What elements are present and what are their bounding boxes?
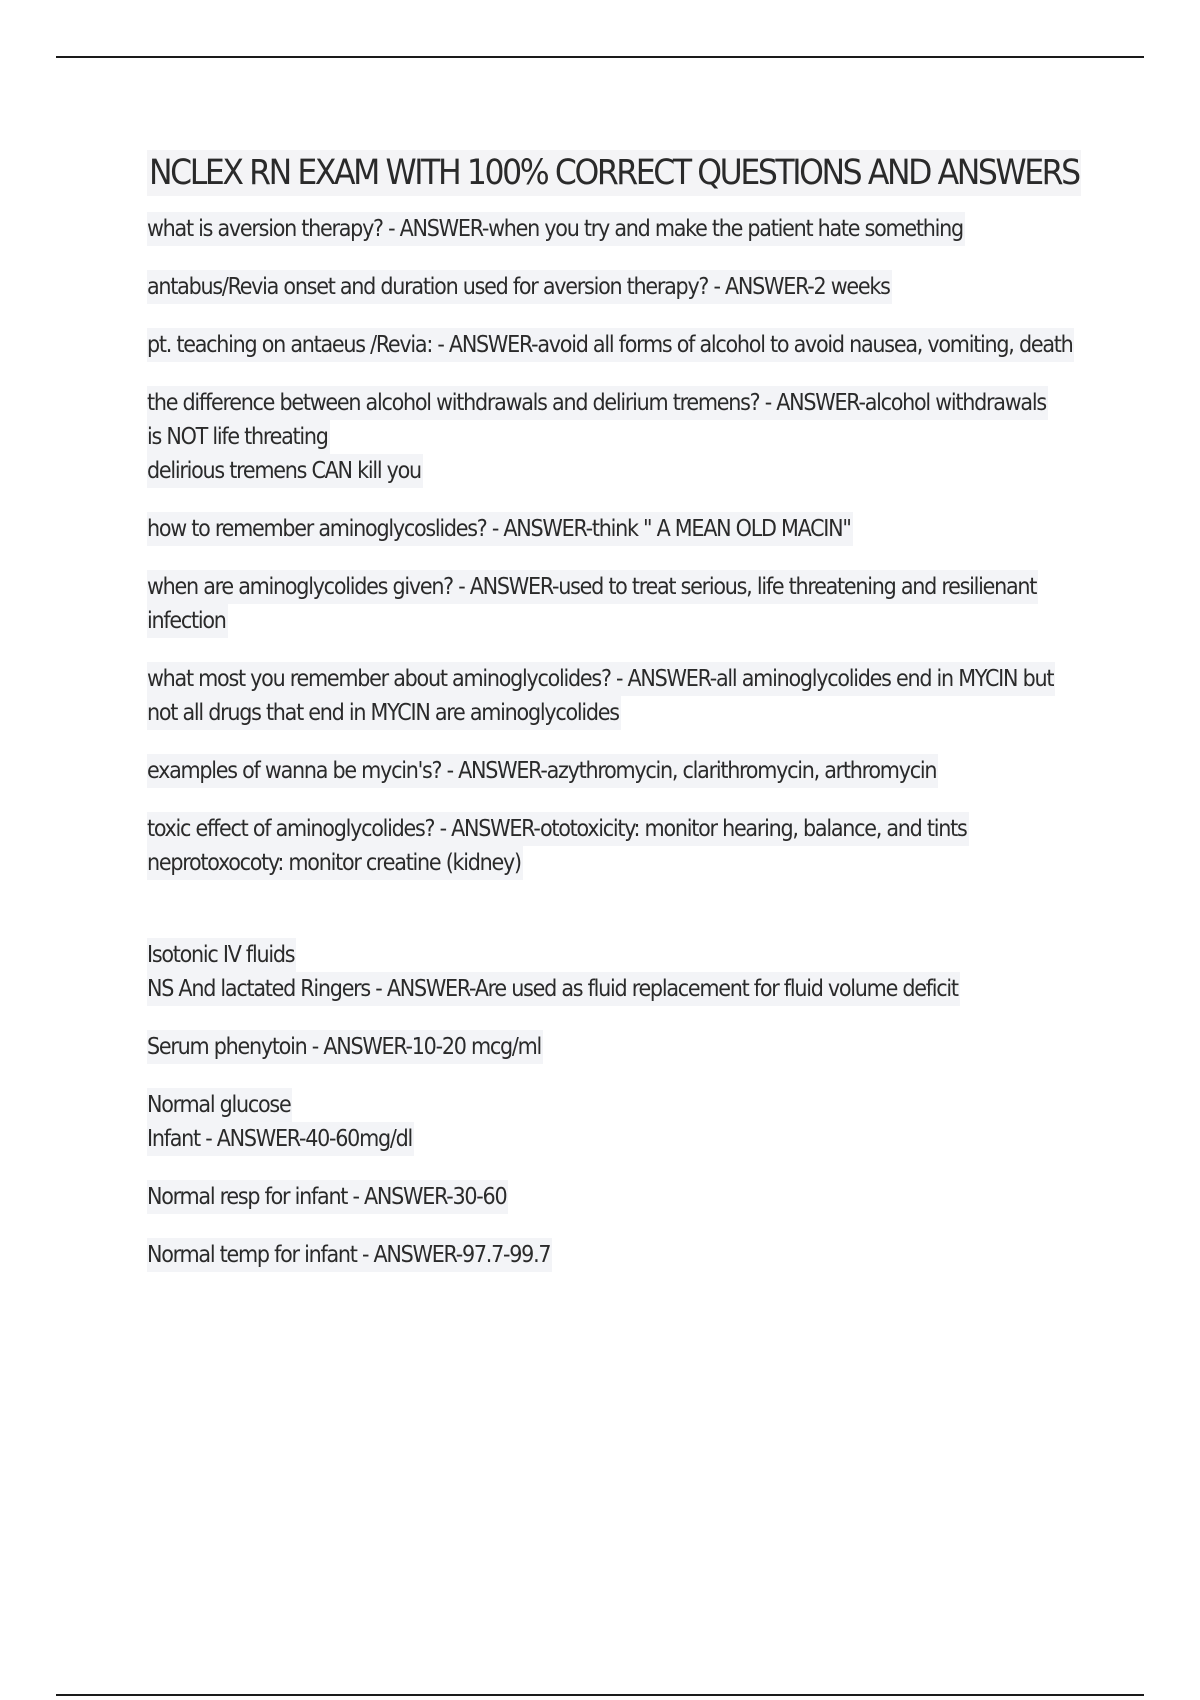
- qa-line: Normal glucose: [147, 1088, 292, 1122]
- qa-entry-pt-teaching: [147, 328, 1107, 362]
- qa-line: antabus/Revia onset and duration used for aversion therapy? - ANSWER-2 weeks: [147, 270, 892, 304]
- qa-entry-toxic-effect: [147, 812, 1107, 880]
- qa-entry-normal-temp: [147, 1238, 1107, 1272]
- qa-line: NS And lactated Ringers - ANSWER-Are used as fluid replacement for fluid volume deficit: [147, 972, 960, 1006]
- qa-line: pt. teaching on antaeus /Revia: - ANSWER-avoid all forms of alcohol to avoid nausea, vomiting, death: [147, 328, 1074, 362]
- qa-line: when are aminoglycolides given? - ANSWER-used to treat serious, life threatening and resilienant: [147, 570, 1038, 604]
- header-rule: [56, 56, 1144, 58]
- qa-entry-serum-phenytoin: [147, 1030, 1107, 1064]
- qa-entry-remember-aminoglycosides: [147, 512, 1107, 546]
- qa-line: examples of wanna be mycin's? - ANSWER-azythromycin, clarithromycin, arthromycin: [147, 754, 938, 788]
- qa-line: not all drugs that end in MYCIN are aminoglycolides: [147, 696, 621, 730]
- qa-line: neprotoxocoty: monitor creatine (kidney): [147, 846, 523, 880]
- document-body: [147, 150, 1107, 1296]
- qa-entry-what-to-remember: [147, 662, 1107, 730]
- qa-line: toxic effect of aminoglycolides? - ANSWER-ototoxicity: monitor hearing, balance, and tints: [147, 812, 969, 846]
- qa-line: infection: [147, 604, 228, 638]
- qa-line: the difference between alcohol withdrawals and delirium tremens? - ANSWER-alcohol withdrawals: [147, 386, 1048, 420]
- qa-line: what most you remember about aminoglycolides? - ANSWER-all aminoglycolides end in MYCIN but: [147, 662, 1055, 696]
- qa-entry-wanna-be-mycins: [147, 754, 1107, 788]
- qa-entry-withdrawal-vs-dt: [147, 386, 1107, 488]
- qa-line: is NOT life threating: [147, 420, 330, 454]
- qa-line: delirious tremens CAN kill you: [147, 454, 423, 488]
- qa-line: Infant - ANSWER-40-60mg/dl: [147, 1122, 414, 1156]
- qa-line: what is aversion therapy? - ANSWER-when you try and make the patient hate something: [147, 212, 965, 246]
- footer-rule: [56, 1694, 1144, 1696]
- qa-entry-isotonic-fluids: [147, 938, 1107, 1006]
- qa-line: how to remember aminoglycoslides? - ANSWER-think " A MEAN OLD MACIN": [147, 512, 853, 546]
- qa-entry-normal-resp: [147, 1180, 1107, 1214]
- qa-entry-aversion-therapy: [147, 212, 1107, 246]
- document-title: NCLEX RN EXAM WITH 100% CORRECT QUESTIONS AND ANSWERS: [147, 150, 1081, 196]
- qa-entry-normal-glucose: [147, 1088, 1107, 1156]
- qa-line: Normal resp for infant - ANSWER-30-60: [147, 1180, 508, 1214]
- qa-line: Normal temp for infant - ANSWER-97.7-99.7: [147, 1238, 552, 1272]
- qa-line: Serum phenytoin - ANSWER-10-20 mcg/ml: [147, 1030, 543, 1064]
- qa-line: Isotonic IV fluids: [147, 938, 296, 972]
- qa-entry-antabus-onset: [147, 270, 1107, 304]
- qa-entry-when-given: [147, 570, 1107, 638]
